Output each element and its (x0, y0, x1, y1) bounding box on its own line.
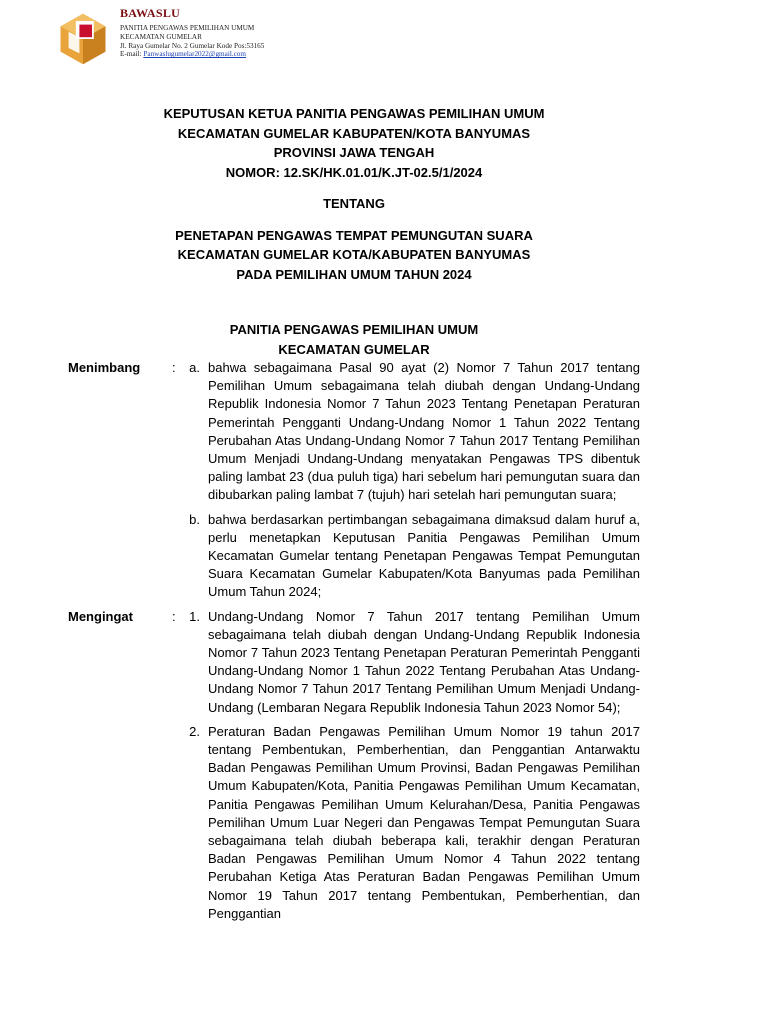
subject-line-2: KECAMATAN GUMELAR KOTA/KABUPATEN BANYUMAS (177, 247, 531, 262)
letterhead-org: BAWASLU (120, 6, 181, 20)
title-line-3: PROVINSI JAWA TENGAH (273, 145, 435, 160)
document-body (68, 104, 640, 923)
title-line-2: KECAMATAN GUMELAR KABUPATEN/KOTA BANYUMAS (177, 125, 531, 141)
tentang-heading: TENTANG (323, 196, 385, 211)
menimbang-colon: : (172, 360, 176, 375)
decision-title (68, 104, 640, 359)
item-1-text: Undang-Undang Nomor 7 Tahun 2017 tentang Pemilihan Umum sebagaimana telah diubah dengan Undang-Undang Republik Indonesia Nomor 7 Tahun 2023 Tentang Penetapan Peraturan Pemerintah Pengganti Undang-Undang Nomor 1 Tahun 2022 Tentang Perubahan Atas Undang-Undang Nomor 7 Tahun 2017 Tentang Pemilihan Umum Menjadi Undang-Undang (Lembaran Negara Republik Indonesia Tahun 2023 Nomor 54); (208, 608, 640, 715)
email-link[interactable]: Panwaslugumelar2022@gmail.com (143, 50, 246, 59)
letterhead-line2: KECAMATAN GUMELAR (120, 32, 202, 41)
subject-line-1: PENETAPAN PENGAWAS TEMPAT PEMUNGUTAN SUARA (175, 227, 533, 243)
item-2-text: Peraturan Badan Pengawas Pemilihan Umum Nomor 19 tahun 2017 tentang Pembentukan, Pemberhentian, dan Penggantian Antarwaktu Badan Pengawas Pemilihan Umum Provinsi, Badan Pengawas Pemilihan Umum Kabupaten/Kota, Panitia Pengawas Pemilihan Umum Kecamatan, Panitia Pengawas Pemilihan Umum Kelurahan/Desa, Panitia Pengawas Pemilihan Umum Luar Negeri dan Pengawas Tempat Pemungutan Suara sebagaimana telah diubah beberapa kali, terakhir dengan Peraturan Badan Pengawas Pemilihan Umum Nomor 4 Tahun 2022 tentang Perubahan Ketiga Atas Peraturan Badan Pengawas Pemilihan Umum Nomor 19 Tahun 2017 tentang Pembentukan, Pemberhentian, dan Penggantian (208, 723, 640, 921)
letterhead-address: Jl. Raya Gumelar No. 2 Gumelar Kode Pos:53165 (120, 41, 265, 50)
menimbang-label: Menimbang (68, 360, 141, 375)
mengingat-section (68, 608, 640, 923)
issuer-line-2: KECAMATAN GUMELAR (278, 341, 430, 357)
mengingat-label: Mengingat (68, 608, 133, 624)
letterhead-line1: PANITIA PENGAWAS PEMILIHAN UMUM (120, 24, 255, 32)
item-b-text: bahwa berdasarkan pertimbangan sebagaimana dimaksud dalam huruf a, perlu menetapkan Keputusan Panitia Pengawas Pemilihan Umum Kecamatan Gumelar tentang Penetapan Pengawas Tempat Pemungutan Suara Kecamatan Gumelar Kabupaten/Kota Banyumas pada Pemilihan Umum Tahun 2024; (208, 511, 640, 600)
letterhead-email-row (120, 50, 264, 59)
bawaslu-logo (56, 12, 110, 66)
letterhead (56, 6, 316, 80)
subject-line-3: PADA PEMILIHAN UMUM TAHUN 2024 (236, 266, 472, 282)
decision-number: NOMOR: 12.SK/HK.01.01/K.JT-02.5/1/2024 (225, 164, 483, 180)
title-line-1: KEPUTUSAN KETUA PANITIA PENGAWAS PEMILIHAN UMUM (163, 106, 545, 121)
item-a-mark: a. (189, 360, 200, 375)
mengingat-colon: : (172, 608, 176, 624)
email-label: E-mail: (120, 50, 144, 59)
item-2-mark: 2. (189, 723, 200, 739)
item-b-mark: b. (189, 511, 200, 527)
menimbang-section (68, 359, 640, 602)
item-a-text: bahwa sebagaimana Pasal 90 ayat (2) Nomor 7 Tahun 2017 tentang Pemilihan Umum sebagaimana telah diubah dengan Undang-Undang Republik Indonesia Nomor 7 Tahun 2023 Tentang Penetapan Peraturan Pemerintah Pengganti Undang-Undang Nomor 1 Tahun 2022 Tentang Perubahan Atas Undang-Undang Nomor 7 Tahun 2017 Tentang Pemilihan Umum Menjadi Undang-Undang menyatakan Pengawas TPS dibentuk paling lambat 23 (dua puluh tiga) hari sebelum hari pemungutan suara dan dibubarkan paling lambat 7 (tujuh) hari setelah hari pemungutan suara; (208, 360, 640, 503)
item-1-mark: 1. (189, 608, 200, 624)
issuer-line-1: PANITIA PENGAWAS PEMILIHAN UMUM (229, 322, 479, 337)
